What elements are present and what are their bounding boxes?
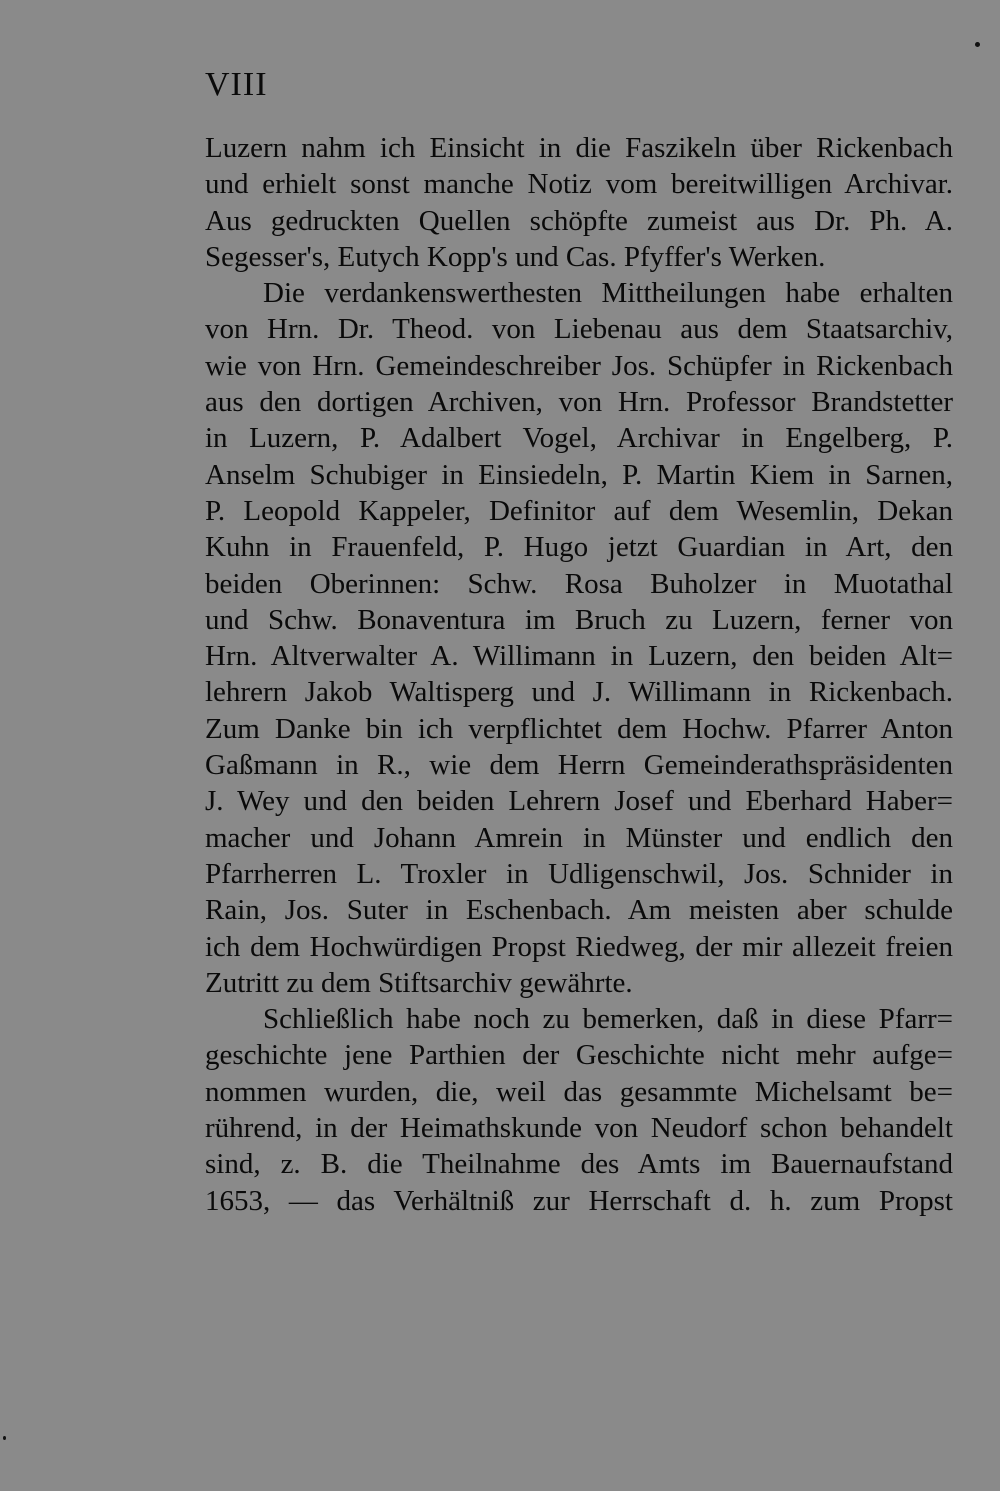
- text-line: [205, 130, 953, 166]
- text-line: [205, 348, 953, 384]
- text-line: [205, 275, 953, 311]
- text-line-content: geschichte jene Parthien der Geschichte nicht mehr aufge=: [205, 1039, 953, 1072]
- text-line: [205, 711, 953, 747]
- text-line: [205, 529, 953, 565]
- text-line-content: Hrn. Altverwalter A. Willimann in Luzern, den beiden Alt=: [205, 640, 953, 673]
- text-line-content: J. Wey und den beiden Lehrern Josef und Eberhard Haber=: [205, 785, 953, 818]
- text-line: [205, 566, 953, 602]
- paper-speck: [3, 1436, 6, 1440]
- text-line: [205, 965, 953, 1001]
- text-line-content: 1653, — das Verhältniß zur Herrschaft d. h. zum Propst: [205, 1184, 953, 1217]
- text-line: [205, 203, 953, 239]
- text-line-content: Zutritt zu dem Stiftsarchiv gewährte.: [205, 966, 633, 999]
- text-line: [205, 674, 953, 710]
- text-line-content: Segesser's, Eutych Kopp's und Cas. Pfyffer's Werken.: [205, 240, 826, 273]
- text-line-content: und erhielt sonst manche Notiz vom bereitwilligen Archivar.: [205, 168, 953, 201]
- text-line-content: nommen wurden, die, weil das gesammte Michelsamt be=: [205, 1075, 953, 1108]
- text-line: [205, 1183, 953, 1219]
- text-line: [205, 892, 953, 928]
- text-line: [205, 820, 953, 856]
- text-line-content: Schließlich habe noch zu bemerken, daß in diese Pfarr=: [263, 1003, 953, 1036]
- text-line: [205, 856, 953, 892]
- text-line-content: Gaßmann in R., wie dem Herrn Gemeinderathspräsidenten: [205, 749, 953, 782]
- text-line-content: ich dem Hochwürdigen Propst Riedweg, der mir allezeit freien: [205, 930, 953, 963]
- text-line-content: und Schw. Bonaventura im Bruch zu Luzern, ferner von: [205, 603, 953, 636]
- text-line: [205, 747, 953, 783]
- text-line-content: lehrern Jakob Waltisperg und J. Willimann in Rickenbach.: [205, 676, 953, 709]
- text-line: [205, 1146, 953, 1182]
- text-line-content: rührend, in der Heimathskunde von Neudorf schon behandelt: [205, 1112, 953, 1145]
- text-line: [205, 493, 953, 529]
- text-line-content: beiden Oberinnen: Schw. Rosa Buholzer in Muotathal: [205, 567, 953, 600]
- text-line: [205, 929, 953, 965]
- text-line-content: Luzern nahm ich Einsicht in die Faszikeln über Rickenbach: [205, 132, 953, 164]
- text-line-content: macher und Johann Amrein in Münster und endlich den: [205, 821, 953, 854]
- text-line-content: Zum Danke bin ich verpflichtet dem Hochw. Pfarrer Anton: [205, 712, 953, 745]
- text-line-content: Aus gedruckten Quellen schöpfte zumeist aus Dr. Ph. A.: [205, 204, 953, 237]
- text-line: [205, 1074, 953, 1110]
- text-line-content: wie von Hrn. Gemeindeschreiber Jos. Schüpfer in Rickenbach: [205, 349, 953, 382]
- text-line-content: von Hrn. Dr. Theod. von Liebenau aus dem Staatsarchiv,: [205, 313, 953, 346]
- text-line: [205, 239, 953, 275]
- text-line-content: P. Leopold Kappeler, Definitor auf dem Wesemlin, Dekan: [205, 494, 953, 527]
- paper-speck: [975, 42, 980, 47]
- text-line-content: aus den dortigen Archiven, von Hrn. Professor Brandstetter: [205, 386, 953, 419]
- text-line-content: Anselm Schubiger in Einsiedeln, P. Martin Kiem in Sarnen,: [205, 458, 953, 491]
- text-line-content: in Luzern, P. Adalbert Vogel, Archivar in Engelberg, P.: [205, 422, 953, 455]
- body-text: [205, 130, 953, 1219]
- text-line: [205, 457, 953, 493]
- text-line: [205, 166, 953, 202]
- text-line-content: Rain, Jos. Suter in Eschenbach. Am meisten aber schulde: [205, 894, 953, 927]
- text-line: [205, 420, 953, 456]
- text-line-content: Die verdankenswerthesten Mittheilungen habe erhalten: [263, 277, 953, 310]
- text-line-content: Kuhn in Frauenfeld, P. Hugo jetzt Guardian in Art, den: [205, 531, 953, 564]
- text-line: [205, 638, 953, 674]
- text-line: [205, 783, 953, 819]
- text-line: [205, 602, 953, 638]
- text-line-content: Pfarrherren L. Troxler in Udligenschwil, Jos. Schnider in: [205, 857, 953, 890]
- text-line: [205, 1001, 953, 1037]
- text-line: [205, 1037, 953, 1073]
- text-line: [205, 1110, 953, 1146]
- text-line-content: sind, z. B. die Theilnahme des Amts im Bauernaufstand: [205, 1148, 953, 1181]
- text-line: [205, 311, 953, 347]
- text-line: [205, 384, 953, 420]
- page-number: VIII: [205, 66, 268, 103]
